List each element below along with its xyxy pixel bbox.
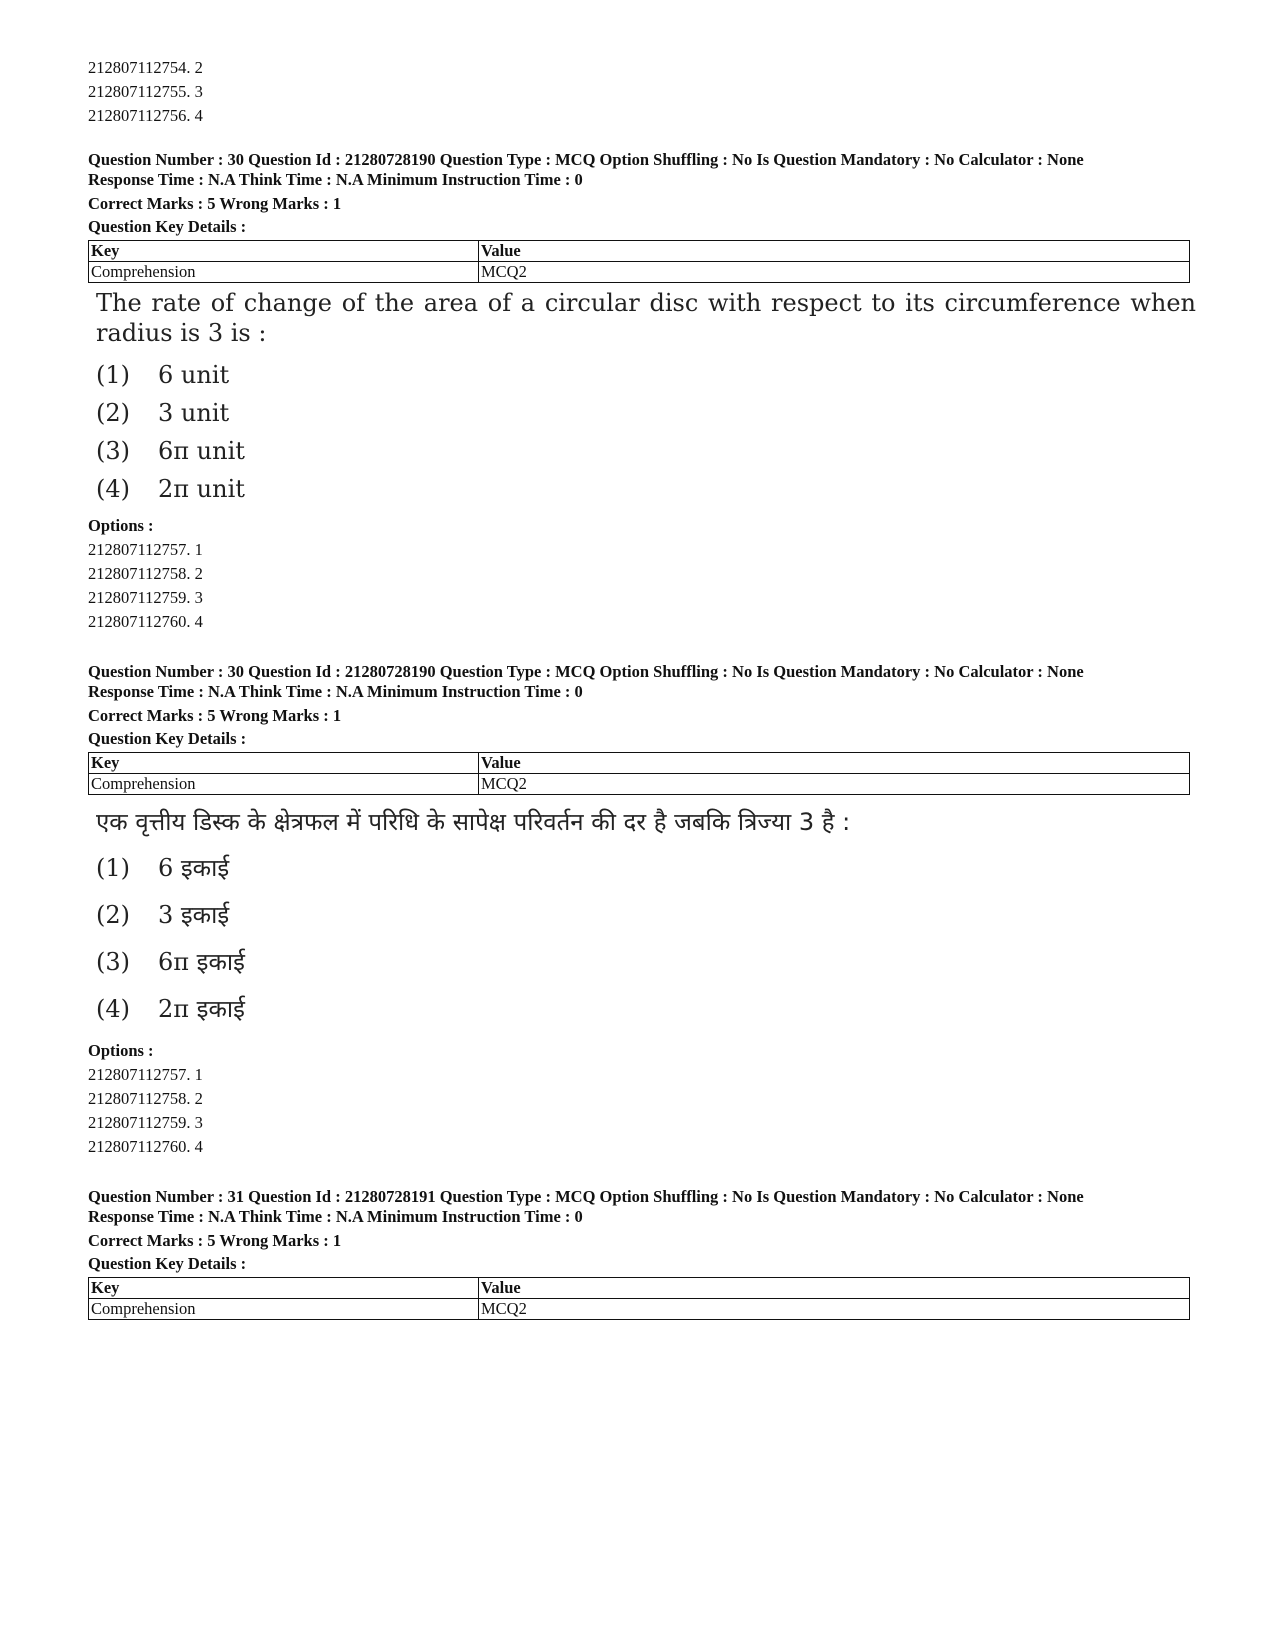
key-details-table (88, 240, 1190, 283)
value-header-cell: Value (479, 241, 1190, 262)
key-details-label: Question Key Details : (88, 217, 247, 236)
key-cell: Comprehension (89, 1299, 479, 1320)
value-header-cell: Value (479, 753, 1190, 774)
question-timing-line: Response Time : N.A Think Time : N.A Minimum Instruction Time : 0 (88, 169, 583, 189)
marks-line: Correct Marks : 5 Wrong Marks : 1 (88, 194, 342, 213)
answer-choice: (4) 2π unit (96, 475, 245, 503)
key-header-cell: Key (89, 241, 479, 262)
answer-choice: (2) 3 इकाई (96, 901, 230, 929)
answer-choice: (3) 6π इकाई (96, 948, 245, 976)
answer-choices (96, 356, 1188, 508)
question-timing-line: Response Time : N.A Think Time : N.A Minimum Instruction Time : 0 (88, 681, 583, 701)
key-cell: Comprehension (89, 262, 479, 283)
question-header-line: Question Number : 31 Question Id : 21280728191 Question Type : MCQ Option Shuffling : No Is Question Mandatory : No Calculator : None (88, 1187, 1084, 1206)
option-line: 212807112757. 1 (88, 540, 203, 559)
question-header-line: Question Number : 30 Question Id : 21280728190 Question Type : MCQ Option Shuffling : No Is Question Mandatory : No Calculator : None (88, 662, 1084, 681)
question-block-hindi (88, 662, 1188, 1159)
answer-choices (96, 845, 1188, 1033)
previous-question-options (88, 56, 1188, 128)
question-timing-line: Response Time : N.A Think Time : N.A Minimum Instruction Time : 0 (88, 1206, 583, 1226)
value-header-cell: Value (479, 1278, 1190, 1299)
option-line: 212807112758. 2 (88, 1089, 203, 1108)
answer-choice: (2) 3 unit (96, 399, 230, 427)
key-header-cell: Key (89, 1278, 479, 1299)
question-block-next (88, 1187, 1188, 1320)
option-line: 212807112760. 4 (88, 612, 203, 631)
key-details-table (88, 752, 1190, 795)
key-header-cell: Key (89, 753, 479, 774)
key-cell: Comprehension (89, 774, 479, 795)
marks-line: Correct Marks : 5 Wrong Marks : 1 (88, 706, 342, 725)
option-line: 212807112755. 3 (88, 82, 203, 101)
option-line: 212807112758. 2 (88, 564, 203, 583)
answer-choice: (3) 6π unit (96, 437, 245, 465)
option-line: 212807112759. 3 (88, 1113, 203, 1132)
answer-choice: (1) 6 इकाई (96, 854, 230, 882)
option-line: 212807112754. 2 (88, 58, 203, 77)
document-page (88, 56, 1196, 1320)
key-details-label: Question Key Details : (88, 729, 247, 748)
question-header-line: Question Number : 30 Question Id : 21280728190 Question Type : MCQ Option Shuffling : No Is Question Mandatory : No Calculator : None (88, 150, 1084, 169)
question-text: The rate of change of the area of a circular disc with respect to its circumference when radius is 3 is : (96, 289, 1196, 347)
key-details-label: Question Key Details : (88, 1254, 247, 1273)
marks-line: Correct Marks : 5 Wrong Marks : 1 (88, 1231, 342, 1250)
answer-choice: (4) 2π इकाई (96, 995, 245, 1023)
question-text: एक वृत्तीय डिस्क के क्षेत्रफल में परिधि के सापेक्ष परिवर्तन की दर है जबकि त्रिज्या 3 है : (96, 808, 851, 836)
value-cell: MCQ2 (479, 774, 1190, 795)
options-label: Options : (88, 516, 154, 535)
option-line: 212807112759. 3 (88, 588, 203, 607)
answer-choice: (1) 6 unit (96, 361, 230, 389)
option-line: 212807112757. 1 (88, 1065, 203, 1084)
options-label: Options : (88, 1041, 154, 1060)
value-cell: MCQ2 (479, 1299, 1190, 1320)
option-line: 212807112760. 4 (88, 1137, 203, 1156)
question-block-english (88, 150, 1196, 634)
key-details-table (88, 1277, 1190, 1320)
value-cell: MCQ2 (479, 262, 1190, 283)
option-line: 212807112756. 4 (88, 106, 203, 125)
